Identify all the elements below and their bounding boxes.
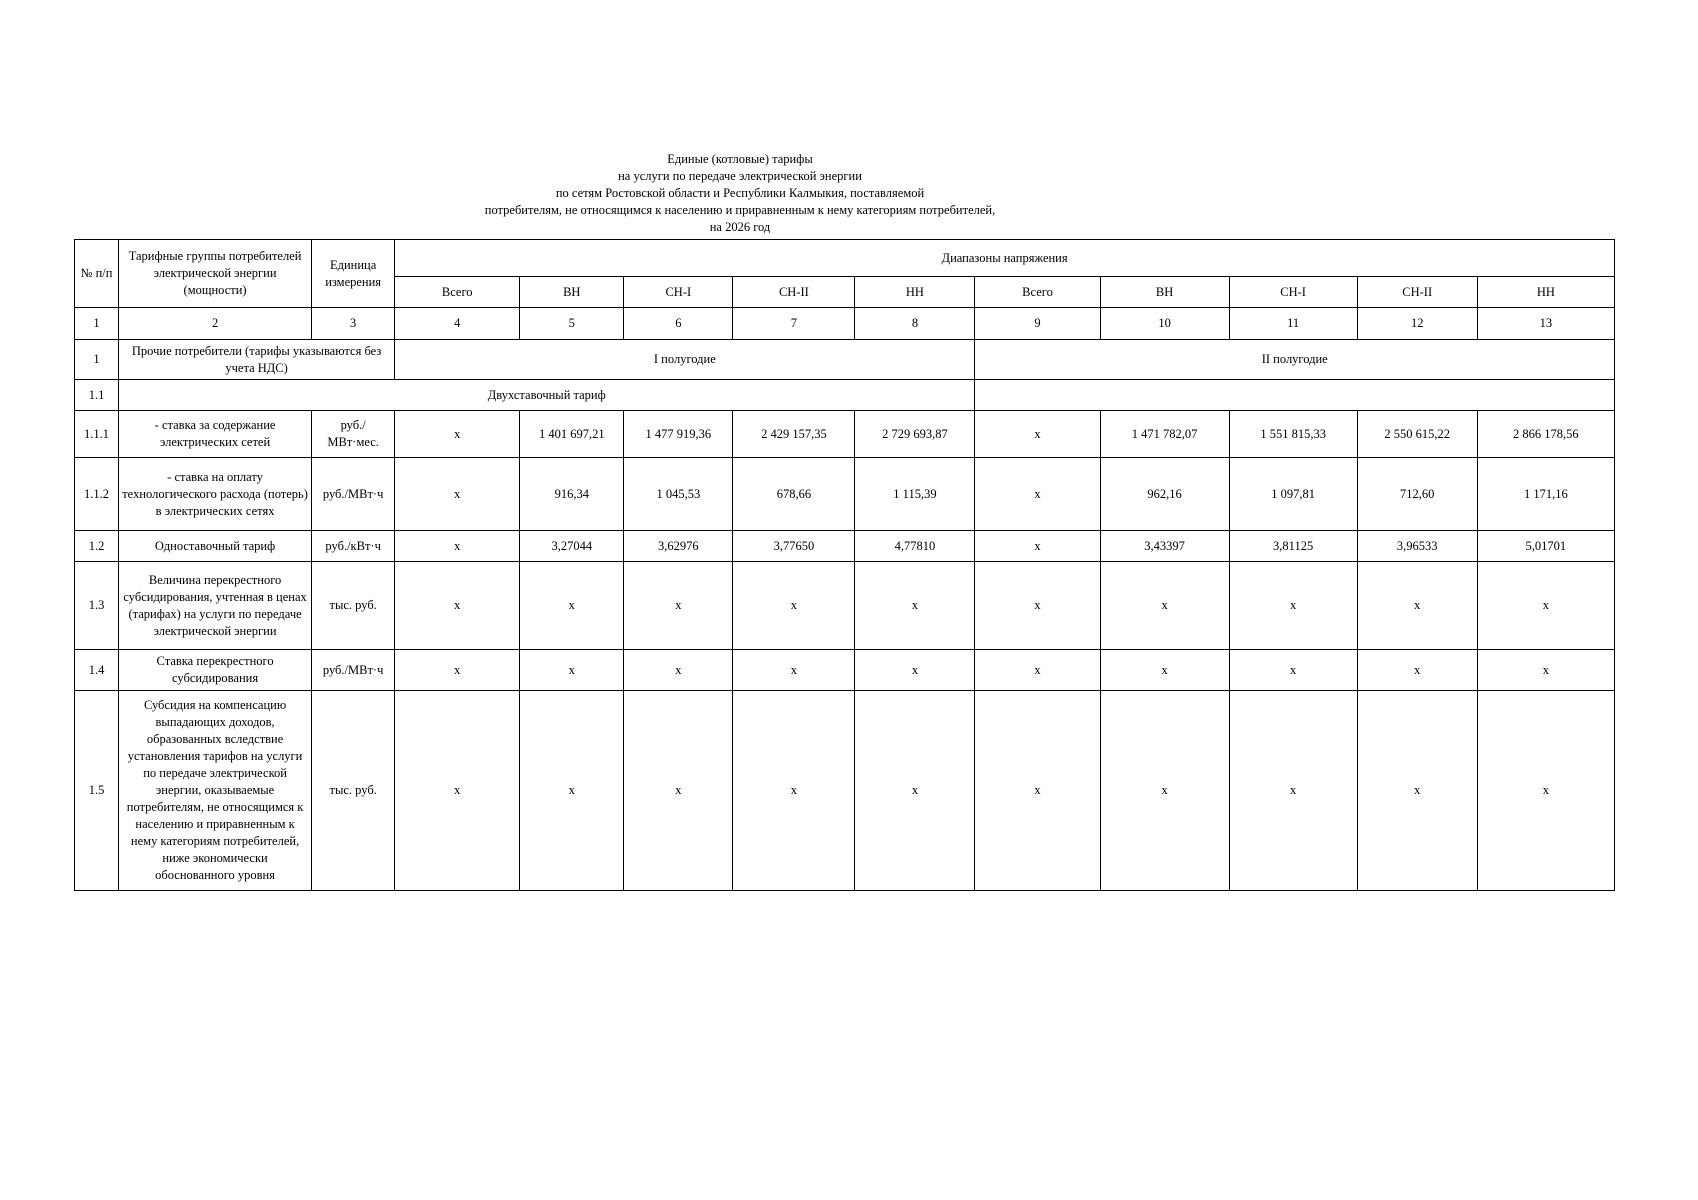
row-value: x (975, 562, 1100, 650)
subcol-header: Всего (975, 277, 1100, 308)
row-value: x (1229, 650, 1357, 691)
table-row (75, 531, 1615, 562)
title-line: на 2026 год (709, 220, 771, 234)
row-value: x (733, 691, 855, 891)
row-value: x (1357, 562, 1477, 650)
row-value: 2 429 157,35 (733, 411, 855, 458)
row-value: x (1357, 650, 1477, 691)
row-name: Величина перекрестного субсидирования, учтенная в ценах (тарифах) на услуги по передаче электрической энергии (119, 562, 312, 650)
row-value: 3,96533 (1357, 531, 1477, 562)
row-value: x (855, 650, 975, 691)
table-row (75, 650, 1615, 691)
column-number-row (75, 308, 1615, 340)
row-name: Ставка перекрестного субсидирования (119, 650, 312, 691)
row-value: 3,81125 (1229, 531, 1357, 562)
row-value: 3,27044 (520, 531, 624, 562)
row-unit: руб./МВт·мес. (312, 411, 395, 458)
row-value: x (1477, 691, 1614, 891)
row-value: x (855, 562, 975, 650)
section-row (75, 340, 1615, 380)
row-value: 1 471 782,07 (1100, 411, 1229, 458)
row-value: 712,60 (1357, 458, 1477, 531)
row-value: x (733, 562, 855, 650)
column-number: 11 (1229, 308, 1357, 340)
column-number: 4 (395, 308, 520, 340)
row-value: x (520, 650, 624, 691)
column-number: 2 (119, 308, 312, 340)
row-value: 1 097,81 (1229, 458, 1357, 531)
subsection-row (75, 380, 1615, 411)
table-row (75, 411, 1615, 458)
header-unit: Единица измерения (312, 240, 395, 308)
row-value: x (975, 650, 1100, 691)
column-number: 7 (733, 308, 855, 340)
row-value: 1 171,16 (1477, 458, 1614, 531)
subcol-header: СН-I (1229, 277, 1357, 308)
row-value: 2 866 178,56 (1477, 411, 1614, 458)
row-value: 2 550 615,22 (1357, 411, 1477, 458)
subcol-header: НН (855, 277, 975, 308)
row-name: Одноставочный тариф (119, 531, 312, 562)
row-value: x (520, 562, 624, 650)
half-year-1: I полугодие (395, 340, 975, 380)
row-value: 1 045,53 (624, 458, 733, 531)
column-number: 6 (624, 308, 733, 340)
document-title (0, 151, 1480, 236)
subsection-name: Двухставочный тариф (119, 380, 975, 411)
row-value: 1 551 815,33 (1229, 411, 1357, 458)
row-value: 916,34 (520, 458, 624, 531)
column-number: 13 (1477, 308, 1614, 340)
row-value: x (395, 650, 520, 691)
row-value: x (975, 411, 1100, 458)
row-value: 3,77650 (733, 531, 855, 562)
subcol-header: СН-II (733, 277, 855, 308)
row-value: x (975, 458, 1100, 531)
row-value: x (975, 691, 1100, 891)
table-row (75, 562, 1615, 650)
half-year-2: II полугодие (975, 340, 1615, 380)
row-value: x (395, 411, 520, 458)
header-num: № п/п (75, 240, 119, 308)
row-value: x (1477, 650, 1614, 691)
header-row (75, 240, 1615, 277)
row-value: x (1100, 562, 1229, 650)
row-value: x (395, 458, 520, 531)
row-unit: руб./кВт·ч (312, 531, 395, 562)
row-value: 3,43397 (1100, 531, 1229, 562)
table-row (75, 458, 1615, 531)
row-value: 1 477 919,36 (624, 411, 733, 458)
column-number: 3 (312, 308, 395, 340)
row-value: x (395, 562, 520, 650)
row-value: x (855, 691, 975, 891)
row-name: - ставка за содержание электрических сетей (119, 411, 312, 458)
row-value: x (1229, 562, 1357, 650)
column-number: 8 (855, 308, 975, 340)
row-name-text: Субсидия на компенсацию выпадающих доходов, образованных вследствие установления тарифов на услуги по передаче электрической энергии, оказываемые потребителям, не относящимся к населению и приравненным к нему категориям потребителей, ниже экономически обоснованного уровня (126, 698, 304, 882)
row-value: 962,16 (1100, 458, 1229, 531)
row-value: x (395, 691, 520, 891)
row-num: 1.3 (75, 562, 119, 650)
row-value: x (624, 691, 733, 891)
row-value: x (733, 650, 855, 691)
row-value: x (624, 562, 733, 650)
column-number: 9 (975, 308, 1100, 340)
title-line: по сетям Ростовской области и Республики Калмыкия, поставляемой (555, 186, 925, 200)
subsection-empty (975, 380, 1615, 411)
subcol-header: ВН (1100, 277, 1229, 308)
title-line: Единые (котловые) тарифы (667, 152, 813, 166)
row-value: x (1100, 691, 1229, 891)
row-value: x (975, 531, 1100, 562)
row-value: 4,77810 (855, 531, 975, 562)
row-name: - ставка на оплату технологического расхода (потерь) в электрических сетях (119, 458, 312, 531)
row-value: x (520, 691, 624, 891)
row-value: 1 401 697,21 (520, 411, 624, 458)
section-name: Прочие потребители (тарифы указываются без учета НДС) (119, 340, 395, 380)
title-line: на услуги по передаче электрической энергии (618, 169, 862, 183)
row-num: 1.1.1 (75, 411, 119, 458)
row-num: 1.1 (75, 380, 119, 411)
column-number: 12 (1357, 308, 1477, 340)
title-line: потребителям, не относящимся к населению и приравненным к нему категориям потребителей, (484, 203, 996, 217)
subcol-header: Всего (395, 277, 520, 308)
table-row (75, 691, 1615, 891)
row-num: 1.4 (75, 650, 119, 691)
row-num: 1.2 (75, 531, 119, 562)
row-value: x (624, 650, 733, 691)
header-voltage-ranges: Диапазоны напряжения (395, 240, 1615, 277)
row-unit: руб./МВт·ч (312, 650, 395, 691)
row-value: x (1100, 650, 1229, 691)
row-num: 1.5 (75, 691, 119, 891)
row-name (119, 691, 312, 891)
row-unit: руб./МВт·ч (312, 458, 395, 531)
column-number: 1 (75, 308, 119, 340)
tariff-table (74, 239, 1615, 891)
row-value: 1 115,39 (855, 458, 975, 531)
subcol-header: СН-II (1357, 277, 1477, 308)
subcol-header: НН (1477, 277, 1614, 308)
row-value: 5,01701 (1477, 531, 1614, 562)
row-unit: тыс. руб. (312, 691, 395, 891)
subcol-header: ВН (520, 277, 624, 308)
row-num: 1.1.2 (75, 458, 119, 531)
row-value: x (1477, 562, 1614, 650)
row-value: 678,66 (733, 458, 855, 531)
column-number: 10 (1100, 308, 1229, 340)
row-unit: тыс. руб. (312, 562, 395, 650)
row-num: 1 (75, 340, 119, 380)
row-value: x (395, 531, 520, 562)
row-value: 2 729 693,87 (855, 411, 975, 458)
row-value: x (1357, 691, 1477, 891)
column-number: 5 (520, 308, 624, 340)
subcol-header: СН-I (624, 277, 733, 308)
header-group: Тарифные группы потребителей электрической энергии (мощности) (119, 240, 312, 308)
row-value: x (1229, 691, 1357, 891)
row-value: 3,62976 (624, 531, 733, 562)
